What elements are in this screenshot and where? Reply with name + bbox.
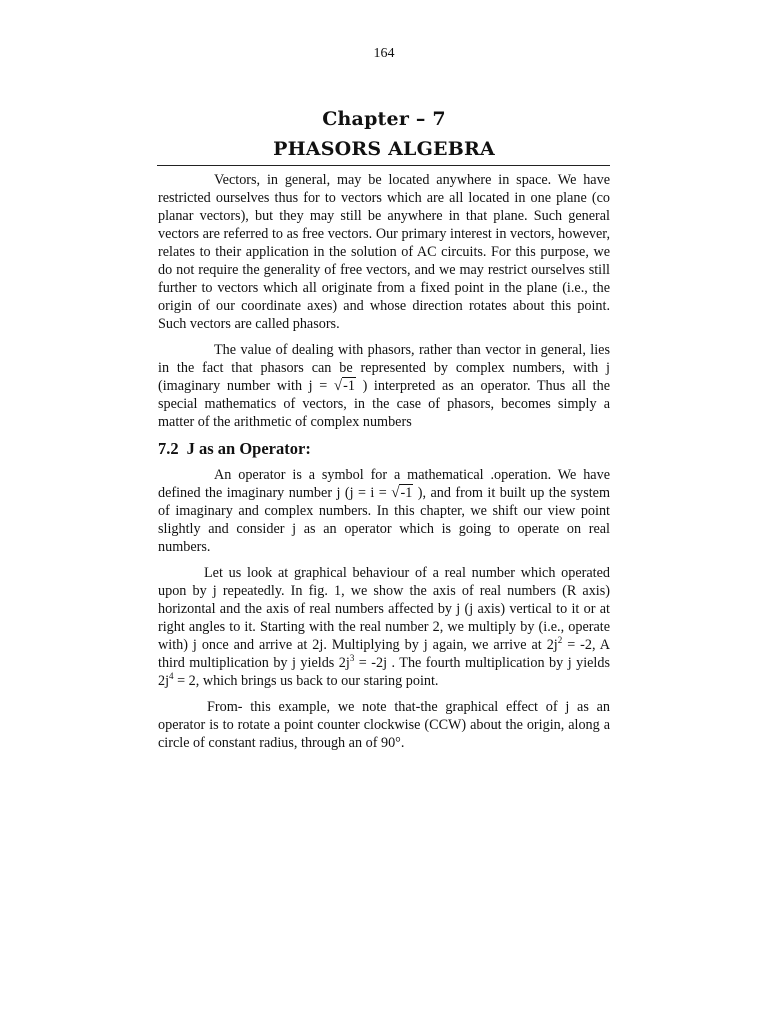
radical-sign: √ [333, 378, 343, 394]
text-segment: = -2j . The fourth multiplication by j yields 2j [158, 655, 610, 689]
text-segment: Let us look at graphical behaviour of a real number which operated upon by j repeatedly. In fig. 1, we show the axis of real numbers (R axis) horizontal and the axis of real numbers affected by j (j axis) vertical to it or at right angles to it. Starting with the real number 2, we multiply by (i.e., operate with) j once and arrive at 2j. Multiplying by j again, we arrive at 2j [158, 565, 610, 653]
radicand: -1 [400, 485, 413, 501]
body-text [158, 171, 610, 760]
chapter-label: Chapter – 7 [322, 108, 446, 130]
text-segment: An operator is a symbol for a mathematical .operation. We have defined the imaginary number j (j = i = [158, 467, 610, 501]
paragraph-phasors-complex [158, 341, 610, 431]
page-number: 164 [373, 46, 395, 61]
paragraph-operator-definition [158, 466, 610, 556]
chapter-heading [158, 104, 610, 164]
chapter-title: PHASORS ALGEBRA [273, 138, 495, 160]
text-segment: ) interpreted as an operator. Thus all the special mathematics of vectors, in the case of phasors, becomes simply a matter of the arithmetic of complex numbers [158, 378, 611, 430]
exponent: 3 [349, 653, 355, 663]
section-heading [158, 439, 610, 459]
exponent: 4 [169, 671, 174, 681]
square-root-expression [334, 377, 356, 394]
radical-sign: √ [391, 485, 400, 501]
paragraph-rotation-effect: From- this example, we note that-the graphical effect of j as an operator is to rotate a point counter clockwise (CCW) about the origin, along a circle of constant radius, through an of 90°. [158, 699, 610, 751]
paragraph-free-vectors: Vectors, in general, may be located anywhere in space. We have restricted ourselves thus for to vectors which are all located in one plane (co planar vectors), but they may still be anywhere in that plane. Such general vectors are referred to as free vectors. Our primary interest in vectors, however, relates to their application in the solution of AC circuits. For this purpose, we do not require the generality of free vectors, and we may restrict ourselves still further to vectors which all originate from a fixed point in the plane (i.e., the origin of our coordinate axes) and whose direction rotates about this point. Such vectors are called phasors. [158, 172, 610, 332]
square-root-expression [391, 484, 413, 501]
text-segment: ), and from it built up the system of imaginary and complex numbers. In this chapter, we shift our view point slightly and consider j as an operator which is going to operate on real numbers. [158, 485, 610, 555]
section-title: J as an Operator: [186, 439, 311, 458]
radicand: -1 [343, 378, 355, 394]
text-segment: The value of dealing with phasors, rather than vector in general, lies in the fact that phasors can be represented by complex numbers, with j (imaginary number with j = [158, 342, 610, 394]
text-segment: = -2, A third multiplication by j yields 2j [158, 637, 610, 671]
text-segment: = 2, which brings us back to our staring point. [173, 673, 439, 689]
exponent: 2 [557, 635, 563, 645]
paragraph-graphical-behaviour [158, 564, 610, 690]
section-number: 7.2 [158, 439, 179, 458]
chapter-divider [157, 165, 610, 166]
